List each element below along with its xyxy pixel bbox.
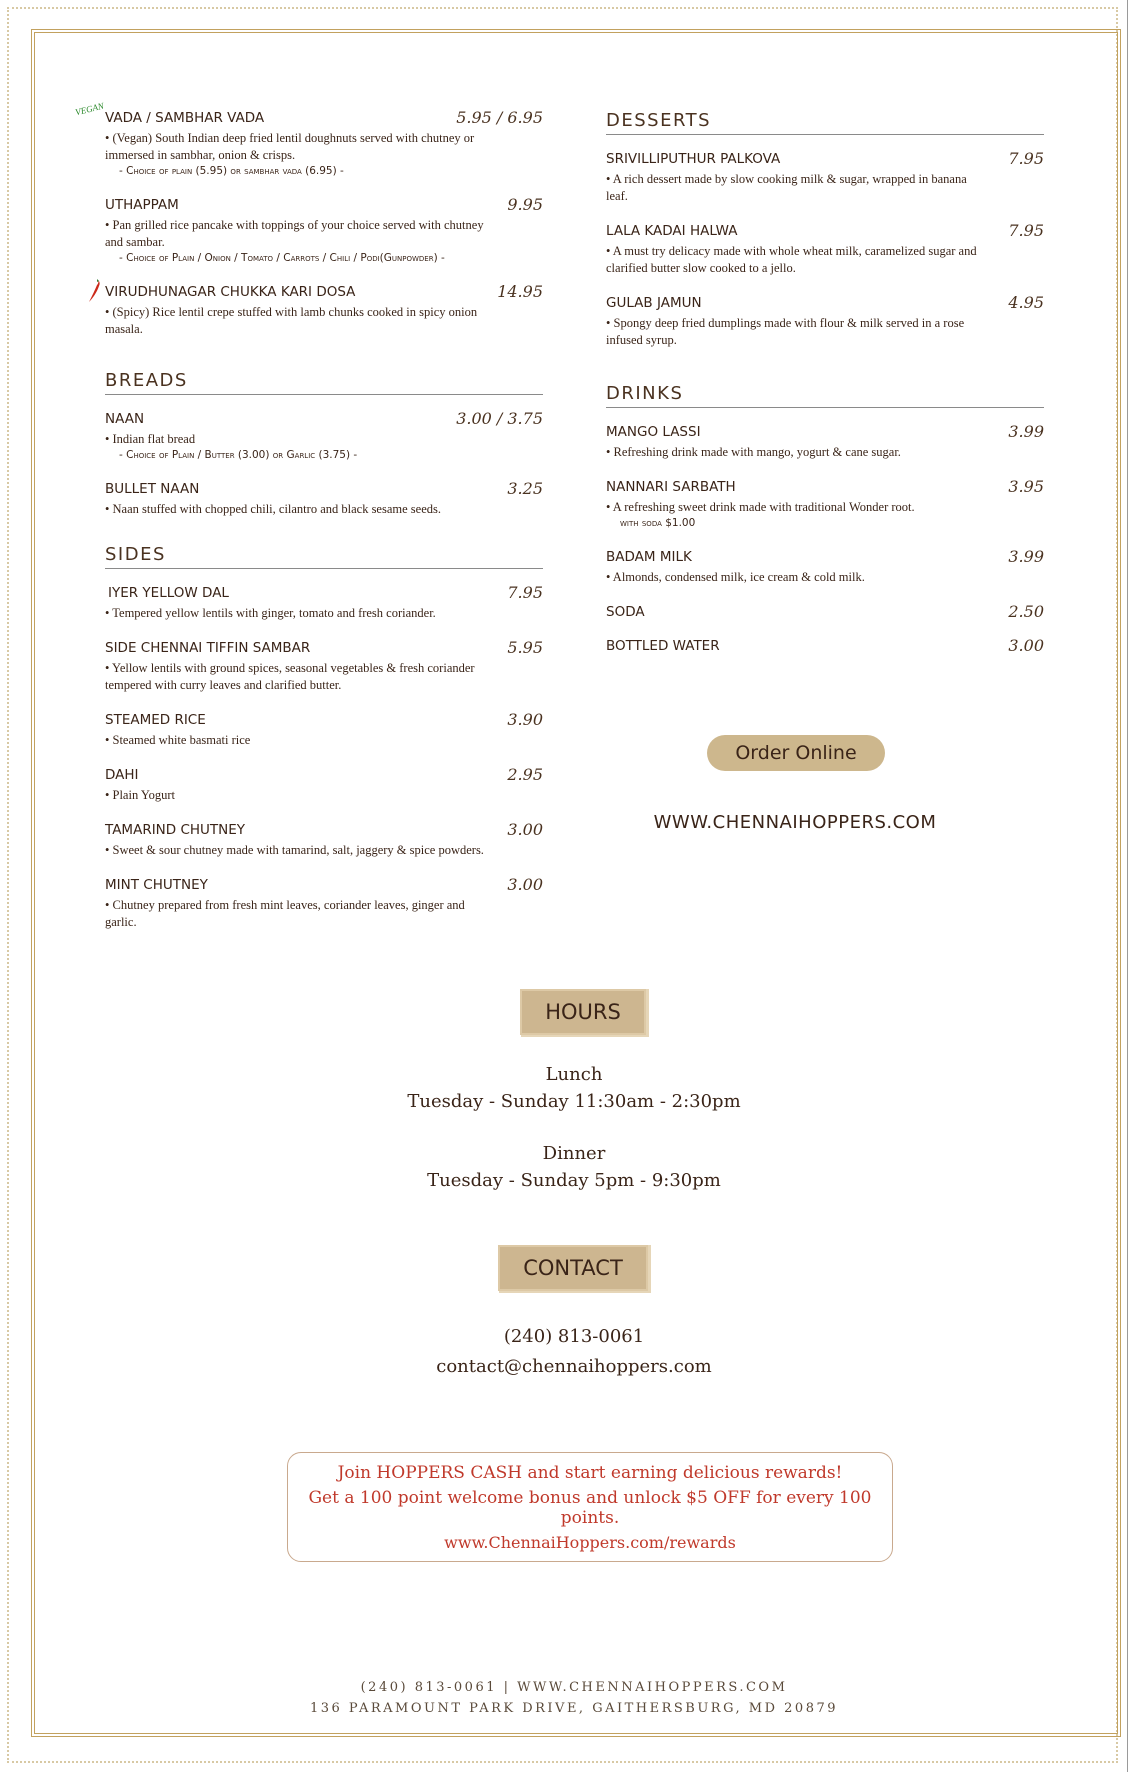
menu-item-steamed-rice [105,712,543,749]
item-name: UTHAPPAM [105,197,179,213]
item-price: 3.00 / 3.75 [456,409,543,428]
dinner-hours: Tuesday - Sunday 5pm - 9:30pm [427,1170,721,1191]
rewards-box [287,1452,893,1562]
contact-phone[interactable]: (240) 813-0061 [503,1326,645,1347]
item-description: • (Spicy) Rice lentil crepe stuffed with lamb chunks cooked in spicy onion masala. [105,305,478,336]
menu-item-soda [606,604,1044,620]
item-price: 3.25 [507,479,543,498]
hours-label: HOURS [522,991,644,1033]
section-title-desserts: DESSERTS [606,110,1044,135]
contact-email[interactable]: contact@chennaihoppers.com [436,1356,712,1377]
section-title-drinks: DRINKS [606,383,1044,408]
item-name: LALA KADAI HALWA [606,223,738,239]
menu-item-badam-milk [606,549,1044,586]
item-name: MANGO LASSI [606,424,701,440]
item-description: • Spongy deep fried dumplings made with flour & milk served in a rose infused syrup. [606,316,965,347]
left-menu-column [74,100,543,949]
item-choice-note: - Choice of Plain / Butter (3.00) or Garlic (3.75) - [119,449,358,461]
footer-contact: (240) 813-0061 | WWW.CHENNAIHOPPERS.COM [360,1680,788,1695]
item-name: BOTTLED WATER [606,638,720,654]
menu-item-kadai-halwa [606,223,1044,277]
item-description: • A must try delicacy made with whole wheat milk, caramelized sugar and clarified butter slow cooked to a jello. [606,244,977,275]
item-description: • Indian flat bread [105,432,196,446]
item-description: • Plain Yogurt [105,788,176,802]
item-name: VIRUDHUNAGAR CHUKKA KARI DOSA [105,284,356,300]
item-choice-note: - Choice of Plain / Onion / Tomato / Carrots / Chili / Podi(Gunpowder) - [119,252,445,264]
item-price: 5.95 [507,638,543,657]
item-price: 14.95 [497,282,543,301]
item-description: • Chutney prepared from fresh mint leaves, coriander leaves, ginger and garlic. [105,898,465,929]
item-name: IYER YELLOW DAL [108,585,229,601]
item-price: 2.50 [1008,602,1044,621]
section-title-breads: BREADS [105,370,543,395]
item-name: DAHI [105,767,139,783]
menu-item-bottled-water [606,638,1044,654]
item-name: SIDE CHENNAI TIFFIN SAMBAR [105,640,311,656]
item-description: • Naan stuffed with chopped chili, cilantro and black sesame seeds. [105,502,441,516]
menu-item-tiffin-sambar [105,640,543,694]
menu-item-vada [74,100,543,179]
item-name: STEAMED RICE [105,712,206,728]
website-link[interactable]: WWW.CHENNAIHOPPERS.COM [653,812,937,833]
right-menu-column [606,110,1044,672]
menu-item-nannari-sarbath [606,479,1044,531]
menu-item-palkova [606,151,1044,205]
menu-item-tamarind-chutney [105,822,543,859]
item-price: 9.95 [507,195,543,214]
menu-item-dahi [105,767,543,804]
menu-item-uthappam [105,197,543,266]
rewards-offer: Get a 100 point welcome bonus and unlock $5 OFF for every 100 points. [308,1488,872,1528]
item-name: GULAB JAMUN [606,295,702,311]
item-description: • A refreshing sweet drink made with traditional Wonder root. [606,500,915,514]
item-description: • Yellow lentils with ground spices, seasonal vegetables & fresh coriander tempered with curry leaves and clarified butter. [105,661,475,692]
item-description: • Sweet & sour chutney made with tamarind, salt, jaggery & spice powders. [105,843,484,857]
footer-address: 136 PARAMOUNT PARK DRIVE, GAITHERSBURG, MD 20879 [309,1701,839,1716]
chili-pepper-icon [88,278,102,308]
item-description: • Almonds, condensed milk, ice cream & cold milk. [606,570,865,584]
lunch-hours: Tuesday - Sunday 11:30am - 2:30pm [407,1091,741,1112]
item-price: 5.95 / 6.95 [456,108,543,127]
item-name: BADAM MILK [606,549,692,565]
item-price: 3.95 [1008,477,1044,496]
item-name: VADA / SAMBHAR VADA [105,110,265,126]
menu-item-bullet-naan [105,481,543,518]
item-price: 3.00 [507,875,543,894]
item-description: • Pan grilled rice pancake with toppings of your choice served with chutney and sambar. [105,218,484,249]
item-name: MINT CHUTNEY [105,877,208,893]
item-price: 7.95 [1008,149,1044,168]
item-description: • Steamed white basmati rice [105,733,251,747]
menu-item-gulab-jamun [606,295,1044,349]
item-name: SODA [606,604,645,620]
menu-item-chukka-kari-dosa [105,284,543,338]
lunch-title: Lunch [545,1064,603,1085]
item-name: TAMARIND CHUTNEY [105,822,246,838]
item-price: 4.95 [1008,293,1044,312]
item-price: 3.00 [507,820,543,839]
item-description: • Tempered yellow lentils with ginger, tomato and fresh coriander. [105,606,436,620]
menu-item-mint-chutney [105,877,543,931]
item-name: NAAN [105,411,145,427]
section-title-sides: SIDES [105,544,543,569]
item-price: 7.95 [1008,221,1044,240]
menu-item-mango-lassi [606,424,1044,461]
item-price: 7.95 [507,583,543,602]
item-description: • (Vegan) South Indian deep fried lentil doughnuts served with chutney or immersed in sambhar, onion & crisps. [105,131,475,162]
item-price: 3.00 [1008,636,1044,655]
rewards-link[interactable]: www.ChennaiHoppers.com/rewards [444,1533,736,1552]
item-name: SRIVILLIPUTHUR PALKOVA [606,151,781,167]
item-price: 3.99 [1008,547,1044,566]
order-online-button[interactable]: Order Online [707,735,885,771]
item-name: NANNARI SARBATH [606,479,736,495]
item-description: • Refreshing drink made with mango, yogurt & cane sugar. [606,445,901,459]
menu-item-yellow-dal [105,585,543,622]
item-choice-note: - Choice of plain (5.95) or sambhar vada (6.95) - [119,165,344,177]
item-price: 2.95 [507,765,543,784]
dinner-title: Dinner [542,1143,606,1164]
item-choice-note: with soda $1.00 [620,517,696,529]
item-name: BULLET NAAN [105,481,200,497]
rewards-headline: Join HOPPERS CASH and start earning delicious rewards! [337,1463,843,1483]
item-price: 3.90 [507,710,543,729]
vegan-label-icon: VEGAN [74,100,105,118]
item-description: • A rich dessert made by slow cooking milk & sugar, wrapped in banana leaf. [606,172,967,203]
menu-item-naan [105,411,543,463]
contact-label: CONTACT [500,1247,646,1289]
item-price: 3.99 [1008,422,1044,441]
